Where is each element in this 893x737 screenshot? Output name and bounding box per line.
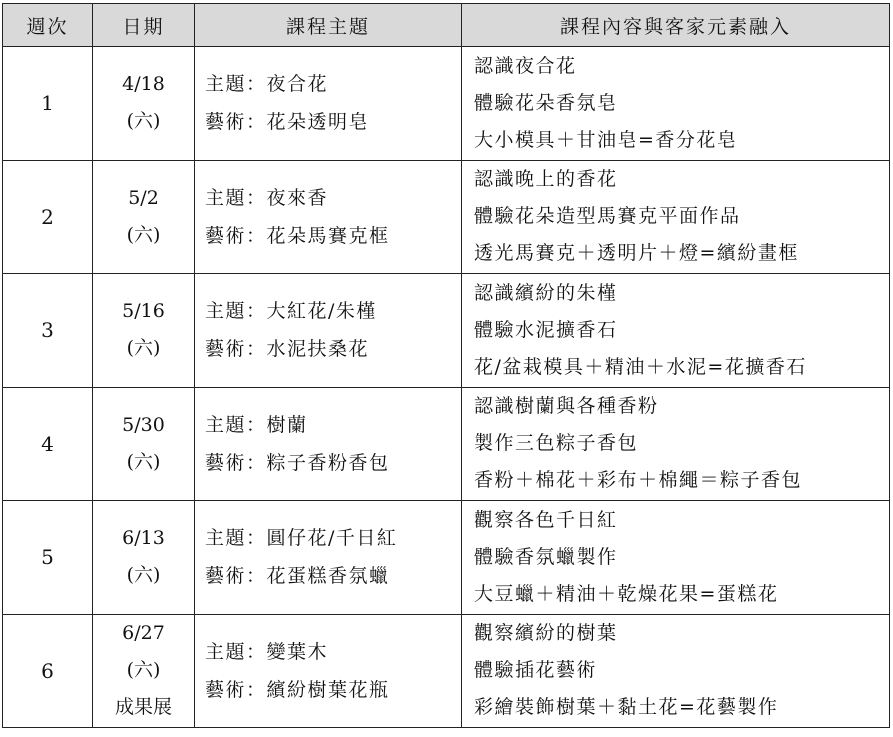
theme-topic: 主題：夜合花 — [205, 73, 329, 96]
theme-cell — [195, 387, 462, 501]
theme-topic: 主題：夜來香 — [205, 186, 329, 209]
theme-art: 藝術：花朵馬賽克框 — [205, 224, 390, 247]
content-line: 觀察繽紛的樹葉 — [474, 622, 618, 645]
header-theme: 課程主題 — [195, 4, 462, 47]
theme-art: 藝術：花蛋糕香氛蠟 — [205, 565, 390, 588]
theme-cell — [195, 160, 462, 274]
date-text: 5/16 — [122, 300, 165, 323]
theme-cell — [195, 501, 462, 615]
content-line: 體驗花朵造型馬賽克平面作品 — [474, 205, 741, 228]
theme-art: 藝術：粽子香粉香包 — [205, 451, 390, 474]
content-line: 認識繽紛的朱槿 — [474, 281, 618, 304]
content-line: 透光馬賽克＋透明片＋燈=繽紛畫框 — [474, 242, 799, 265]
date-text: 4/18 — [122, 73, 165, 96]
header-content: 課程內容與客家元素融入 — [462, 4, 890, 47]
date-cell — [93, 387, 195, 501]
date-text: 6/13 — [122, 527, 165, 550]
table-row — [3, 614, 890, 728]
week-cell: 4 — [3, 387, 93, 501]
weekday-text: (六) — [126, 450, 161, 473]
content-line: 彩繪裝飾樹葉＋黏土花=花藝製作 — [474, 696, 779, 719]
header-row — [3, 4, 890, 47]
content-line: 觀察各色千日紅 — [474, 508, 618, 531]
content-line: 花/盆栽模具＋精油＋水泥=花擴香石 — [474, 355, 807, 378]
weekday-text: (六) — [126, 659, 161, 682]
theme-topic: 主題：大紅花/朱槿 — [205, 300, 377, 323]
theme-topic: 主題：樹蘭 — [205, 413, 308, 436]
week-cell: 2 — [3, 160, 93, 274]
content-line: 體驗香氛蠟製作 — [474, 545, 618, 568]
weekday-text: (六) — [126, 337, 161, 360]
content-line: 體驗花朵香氛皂 — [474, 91, 618, 114]
content-cell — [462, 501, 890, 615]
header-date: 日期 — [93, 4, 195, 47]
theme-cell — [195, 47, 462, 161]
content-line: 認識樹蘭與各種香粉 — [474, 395, 659, 418]
date-cell — [93, 614, 195, 728]
week-cell: 5 — [3, 501, 93, 615]
week-cell: 1 — [3, 47, 93, 161]
table-row — [3, 160, 890, 274]
weekday-text: (六) — [126, 110, 161, 133]
content-line: 香粉＋棉花＋彩布＋棉繩＝粽子香包 — [474, 469, 803, 492]
theme-art: 藝術：繽紛樹葉花瓶 — [205, 678, 390, 701]
theme-art: 藝術：花朵透明皂 — [205, 111, 370, 134]
date-text: 5/2 — [128, 186, 159, 209]
theme-cell — [195, 614, 462, 728]
theme-topic: 主題：變葉木 — [205, 640, 329, 663]
table-row — [3, 387, 890, 501]
content-cell — [462, 160, 890, 274]
course-schedule — [2, 3, 890, 728]
weekday-text: (六) — [126, 223, 161, 246]
week-cell: 6 — [3, 614, 93, 728]
content-cell — [462, 274, 890, 388]
table-row — [3, 274, 890, 388]
date-text: 6/27 — [122, 622, 165, 645]
content-line: 製作三色粽子香包 — [474, 432, 639, 455]
theme-cell — [195, 274, 462, 388]
theme-topic: 主題：圓仔花/千日紅 — [205, 527, 398, 550]
content-line: 大豆蠟＋精油＋乾燥花果=蛋糕花 — [474, 582, 779, 605]
content-line: 大小模具＋甘油皂=香分花皂 — [474, 128, 738, 151]
exhibition-text: 成果展 — [114, 696, 172, 719]
date-text: 5/30 — [122, 413, 165, 436]
date-cell — [93, 501, 195, 615]
content-cell — [462, 614, 890, 728]
table-row — [3, 501, 890, 615]
date-cell — [93, 47, 195, 161]
date-cell — [93, 160, 195, 274]
content-cell — [462, 387, 890, 501]
content-line: 認識晚上的香花 — [474, 168, 618, 191]
table-row — [3, 47, 890, 161]
course-table — [2, 3, 890, 728]
content-line: 認識夜合花 — [474, 54, 577, 77]
content-cell — [462, 47, 890, 161]
content-line: 體驗水泥擴香石 — [474, 318, 618, 341]
week-cell: 3 — [3, 274, 93, 388]
header-week: 週次 — [3, 4, 93, 47]
date-cell — [93, 274, 195, 388]
content-line: 體驗插花藝術 — [474, 659, 598, 682]
theme-art: 藝術：水泥扶桑花 — [205, 338, 370, 361]
weekday-text: (六) — [126, 564, 161, 587]
